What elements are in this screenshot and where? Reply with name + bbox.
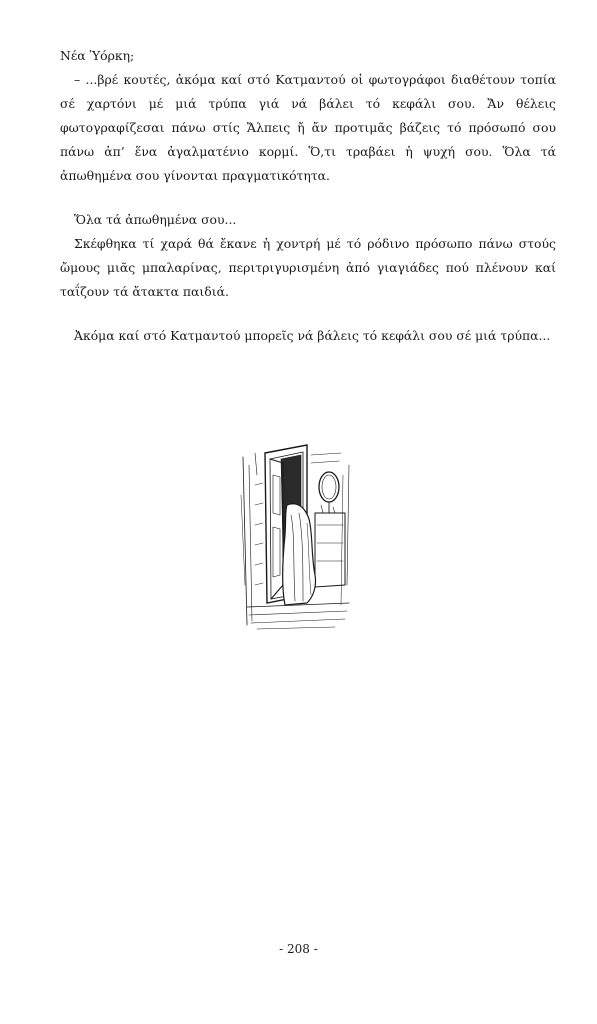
- paragraph-gap: [60, 304, 556, 324]
- paragraph-reflection: Σκέφθηκα τί χαρά θά ἔκανε ἡ χοντρή μέ τό ρόδινο πρόσωπο πάνω στούς ὤμους μιᾶς μπαλαρίνας, περιτριγυρισμένη ἀπό γιαγιάδες πού πλένουν καί ταΐζουν τά ἄτακτα παιδιά.: [60, 236, 556, 299]
- body-text: [60, 44, 556, 348]
- opening-line: Νέα Ὑόρκη;: [60, 48, 135, 63]
- paragraph-dialogue: – ...βρέ κουτές, ἀκόμα καί στό Κατμαντού οἱ φωτογράφοι διαθέτουν τοπία σέ χαρτόνι μέ μιά τρύπα γιά νά βάλει τό κεφάλι σου. Ἄν θέλεις φωτογραφίζεσαι πάνω στίς Ἄλπεις ἤ ἄν προτιμᾶς βάζεις τό πρόσωπό σου πάνω ἀπ’ ἕνα ἀγαλματένιο κορμί. Ὅ,τι τραβάει ἡ ψυχή σου. Ὅλα τά ἀπωθημένα σου γίνονται πραγματικότητα.: [60, 72, 556, 183]
- paragraph-repeat-line: Ὅλα τά ἀπωθημένα σου...: [74, 212, 237, 227]
- page-number: - 208 -: [279, 942, 318, 956]
- paragraph-gap: [60, 188, 556, 208]
- paragraph-closing: Ἀκόμα καί στό Κατμαντού μπορεῖς νά βάλεις τό κεφάλι σου σέ μιά τρύπα...: [74, 328, 551, 343]
- doorway-illustration: [237, 435, 355, 633]
